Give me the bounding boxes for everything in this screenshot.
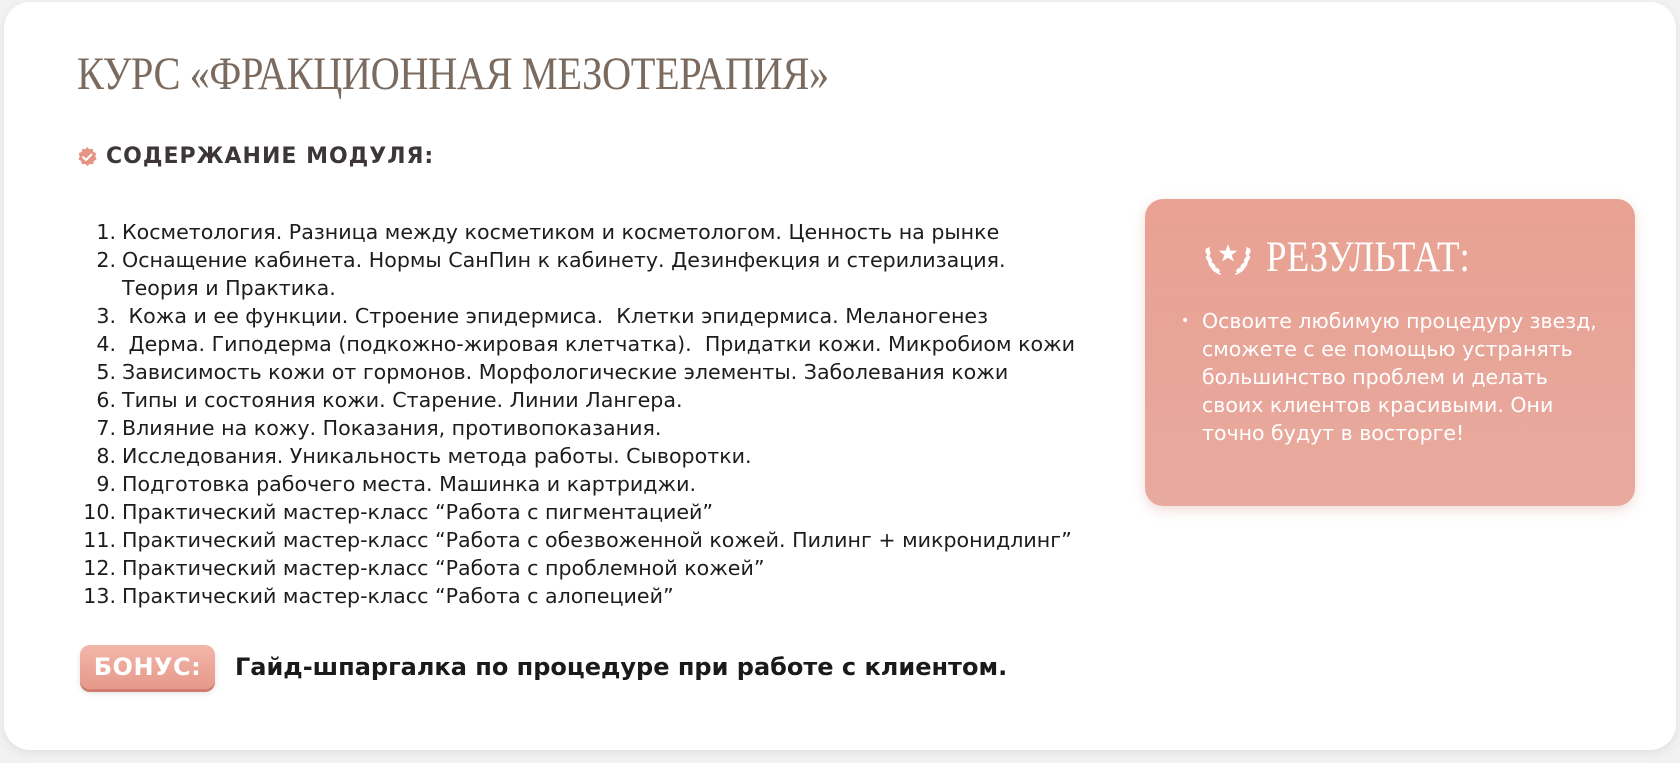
bonus-tag: БОНУС: — [80, 645, 215, 689]
module-content-list — [78, 218, 1075, 610]
laurel-star-icon — [1202, 238, 1254, 278]
list-item: 4. Дерма. Гиподерма (подкожно-жировая клетчатка). Придатки кожи. Микробиом кожи — [96, 332, 1076, 356]
list-item: 12. Практический мастер-класс “Работа с проблемной кожей” — [83, 556, 765, 580]
list-item: 8. Исследования. Уникальность метода работы. Сыворотки. — [96, 444, 752, 468]
result-body — [1181, 307, 1621, 447]
list-item: 13. Практический мастер-класс “Работа с алопецией” — [83, 584, 674, 608]
bonus-text: Гайд-шпаргалка по процедуре при работе с клиентом. — [235, 653, 1008, 681]
list-item: 3. Кожа и ее функции. Строение эпидермиса. Клетки эпидермиса. Меланогенез — [96, 304, 989, 328]
result-panel — [1145, 199, 1635, 506]
result-text: Освоите любимую процедуру звезд, сможете с ее помощью устранять большинство проблем и делать своих клиентов красивыми. Они точно будут в восторге! — [1202, 309, 1597, 445]
page-title: КУРС «ФРАКЦИОННАЯ МЕЗОТЕРАПИЯ» — [77, 48, 829, 100]
list-item: 5. Зависимость кожи от гормонов. Морфологические элементы. Заболевания кожи — [96, 360, 1009, 384]
bullet-dot: • — [1181, 313, 1190, 329]
verified-badge-icon — [76, 146, 98, 168]
list-item: 9. Подготовка рабочего места. Машинка и картриджи. — [96, 472, 697, 496]
module-heading — [76, 143, 434, 171]
list-item: 6. Типы и состояния кожи. Старение. Линии Лангера. — [96, 388, 683, 412]
list-item: 2. Оснащение кабинета. Нормы СанПин к кабинету. Дезинфекция и стерилизация. — [96, 248, 1006, 272]
result-title: РЕЗУЛЬТАТ: — [1266, 234, 1470, 281]
course-card — [4, 2, 1676, 750]
list-item-continuation: Теория и Практика. — [122, 276, 336, 300]
list-item: 7. Влияние на кожу. Показания, противопоказания. — [96, 416, 662, 440]
list-item: 11. Практический мастер-класс “Работа с обезвоженной кожей. Пилинг + микронидлинг” — [83, 528, 1072, 552]
list-item: 10. Практический мастер-класс “Работа с пигментацией” — [83, 500, 714, 524]
bonus-row — [80, 645, 1007, 689]
module-heading-label: СОДЕРЖАНИЕ МОДУЛЯ: — [106, 144, 435, 169]
result-header — [1202, 235, 1503, 281]
list-item: 1. Косметология. Разница между косметиком и косметологом. Ценность на рынке — [96, 220, 1000, 244]
